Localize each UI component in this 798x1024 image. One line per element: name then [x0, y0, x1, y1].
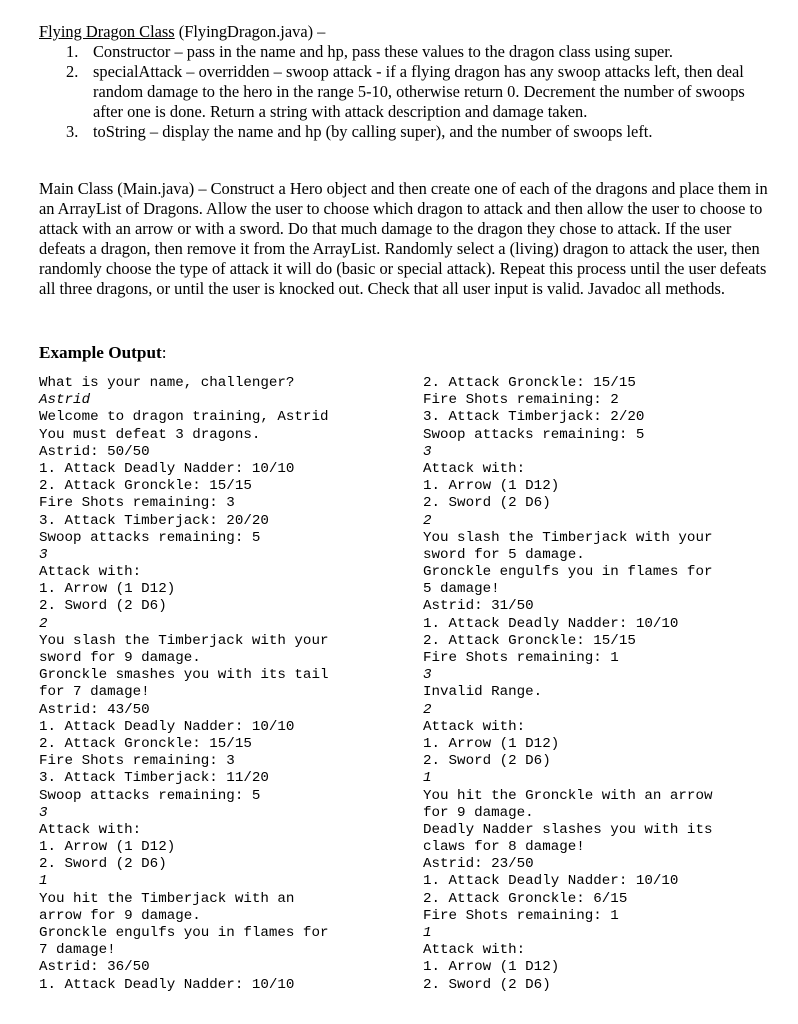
- console-line: 2. Sword (2 D6): [39, 856, 167, 873]
- console-line: 3. Attack Timberjack: 20/20: [39, 512, 269, 529]
- console-line: Attack with:: [423, 718, 526, 735]
- console-line: 1. Arrow (1 D12): [423, 478, 560, 495]
- console-line: Fire Shots remaining: 1: [423, 650, 619, 666]
- console-line: 1. Arrow (1 D12): [423, 735, 560, 752]
- console-line: Attack with:: [423, 460, 526, 477]
- console-line: 2. Sword (2 D6): [39, 598, 167, 615]
- console-user-input: 2: [39, 615, 48, 632]
- console-line: Astrid: 23/50: [423, 856, 534, 873]
- console-line: 1. Arrow (1 D12): [423, 959, 560, 976]
- example-label: Example Output: [39, 343, 162, 362]
- console-line: 1. Arrow (1 D12): [39, 581, 176, 598]
- console-user-input: 3: [39, 546, 48, 563]
- console-user-input: 2: [423, 512, 432, 529]
- list-number: 2.: [66, 62, 79, 81]
- console-line: claws for 8 damage!: [423, 839, 585, 856]
- console-line: Fire Shots remaining: 2: [423, 392, 619, 409]
- console-line: Gronckle engulfs you in flames for: [423, 564, 713, 581]
- example-colon: :: [161, 343, 167, 362]
- class-title: Flying Dragon Class: [39, 22, 175, 41]
- console-line: 7 damage!: [39, 942, 116, 959]
- console-line: 1. Attack Deadly Nadder: 10/10: [39, 460, 295, 477]
- console-line: 2. Attack Gronckle: 15/15: [423, 632, 636, 649]
- console-line: Invalid Range.: [423, 684, 543, 701]
- console-line: Astrid: 36/50: [39, 959, 150, 976]
- console-line: Fire Shots remaining: 1: [423, 907, 619, 924]
- list-text: specialAttack – overridden – swoop attack - if a flying dragon has any swoop attacks left, then deal random damage to the hero in the range 5-10, otherwise return 0. Decrement the number of swoops after one is done. Return a string with attack description and damage taken.: [93, 62, 745, 121]
- console-line: What is your name, challenger?: [39, 375, 295, 391]
- console-line: You must defeat 3 dragons.: [39, 426, 261, 443]
- list-number: 3.: [66, 122, 79, 141]
- console-line: Swoop attacks remaining: 5: [39, 529, 261, 546]
- console-line: 3. Attack Timberjack: 2/20: [423, 409, 645, 426]
- console-user-input: 3: [39, 804, 48, 821]
- console-line: Gronckle smashes you with its tail: [39, 667, 329, 684]
- console-line: for 7 damage!: [39, 684, 150, 701]
- example-output-heading: [39, 343, 167, 363]
- console-user-input: 1: [39, 873, 48, 890]
- console-line: Attack with:: [39, 564, 142, 581]
- console-output-right: [423, 375, 712, 994]
- console-line: Astrid: 43/50: [39, 701, 150, 718]
- console-line: 2. Sword (2 D6): [423, 753, 551, 770]
- console-line: 2. Attack Gronckle: 15/15: [39, 735, 252, 752]
- console-user-input: 1: [423, 770, 432, 787]
- console-user-input: 1: [423, 925, 432, 941]
- console-line: 1. Attack Deadly Nadder: 10/10: [39, 976, 295, 993]
- console-user-input: Astrid: [39, 392, 91, 409]
- console-line: 3. Attack Timberjack: 11/20: [39, 770, 269, 787]
- console-line: 2. Sword (2 D6): [423, 976, 551, 993]
- class-file: (FlyingDragon.java) –: [174, 22, 326, 41]
- console-line: 2. Attack Gronckle: 6/15: [423, 890, 628, 907]
- console-user-input: 2: [423, 701, 432, 718]
- list-text: Constructor – pass in the name and hp, pass these values to the dragon class using super.: [93, 42, 673, 61]
- list-item: [39, 42, 764, 62]
- console-line: 2. Attack Gronckle: 15/15: [423, 375, 636, 391]
- console-line: Astrid: 50/50: [39, 443, 150, 460]
- console-line: sword for 9 damage.: [39, 650, 201, 666]
- console-line: Fire Shots remaining: 3: [39, 495, 235, 512]
- console-line: Gronckle engulfs you in flames for: [39, 925, 329, 941]
- console-line: 1. Attack Deadly Nadder: 10/10: [423, 615, 679, 632]
- console-line: Attack with:: [39, 821, 142, 838]
- console-line: 2. Sword (2 D6): [423, 495, 551, 512]
- console-line: You slash the Timberjack with your: [423, 529, 713, 546]
- console-line: arrow for 9 damage.: [39, 907, 201, 924]
- console-line: 2. Attack Gronckle: 15/15: [39, 478, 252, 495]
- console-line: You hit the Gronckle with an arrow: [423, 787, 713, 804]
- console-line: 1. Arrow (1 D12): [39, 839, 176, 856]
- console-line: Deadly Nadder slashes you with its: [423, 821, 713, 838]
- console-line: Welcome to dragon training, Astrid: [39, 409, 329, 426]
- list-number: 1.: [66, 42, 79, 61]
- console-line: 5 damage!: [423, 581, 500, 598]
- console-user-input: 3: [423, 443, 432, 460]
- list-item: [39, 62, 764, 122]
- section-heading: [39, 22, 325, 42]
- console-line: You hit the Timberjack with an: [39, 890, 295, 907]
- console-line: Astrid: 31/50: [423, 598, 534, 615]
- console-line: 1. Attack Deadly Nadder: 10/10: [423, 873, 679, 890]
- console-output-left: [39, 375, 328, 994]
- console-user-input: 3: [423, 667, 432, 684]
- console-line: for 9 damage.: [423, 804, 534, 821]
- console-line: Swoop attacks remaining: 5: [39, 787, 261, 804]
- list-item: [39, 122, 764, 142]
- main-class-description: Main Class (Main.java) – Construct a Hero object and then create one of each of the dragons and place them in an ArrayList of Dragons. Allow the user to choose which dragon to attack and then allow the user to choose to attack with an arrow or with a sword. Do that much damage to the dragon they chose to attack. If the user defeats a dragon, then remove it from the ArrayList. Randomly select a (living) dragon to attack the user, then randomly choose the type of attack it will do (basic or special attack). Repeat this process until the user defeats all three dragons, or until the user is knocked out. Check that all user input is valid. Javadoc all methods.: [39, 179, 768, 298]
- console-line: Attack with:: [423, 942, 526, 959]
- list-text: toString – display the name and hp (by calling super), and the number of swoops left.: [93, 122, 653, 141]
- console-line: Fire Shots remaining: 3: [39, 753, 235, 770]
- console-line: sword for 5 damage.: [423, 546, 585, 563]
- console-line: Swoop attacks remaining: 5: [423, 426, 645, 443]
- console-line: You slash the Timberjack with your: [39, 632, 329, 649]
- requirements-list: [39, 42, 764, 142]
- console-line: 1. Attack Deadly Nadder: 10/10: [39, 718, 295, 735]
